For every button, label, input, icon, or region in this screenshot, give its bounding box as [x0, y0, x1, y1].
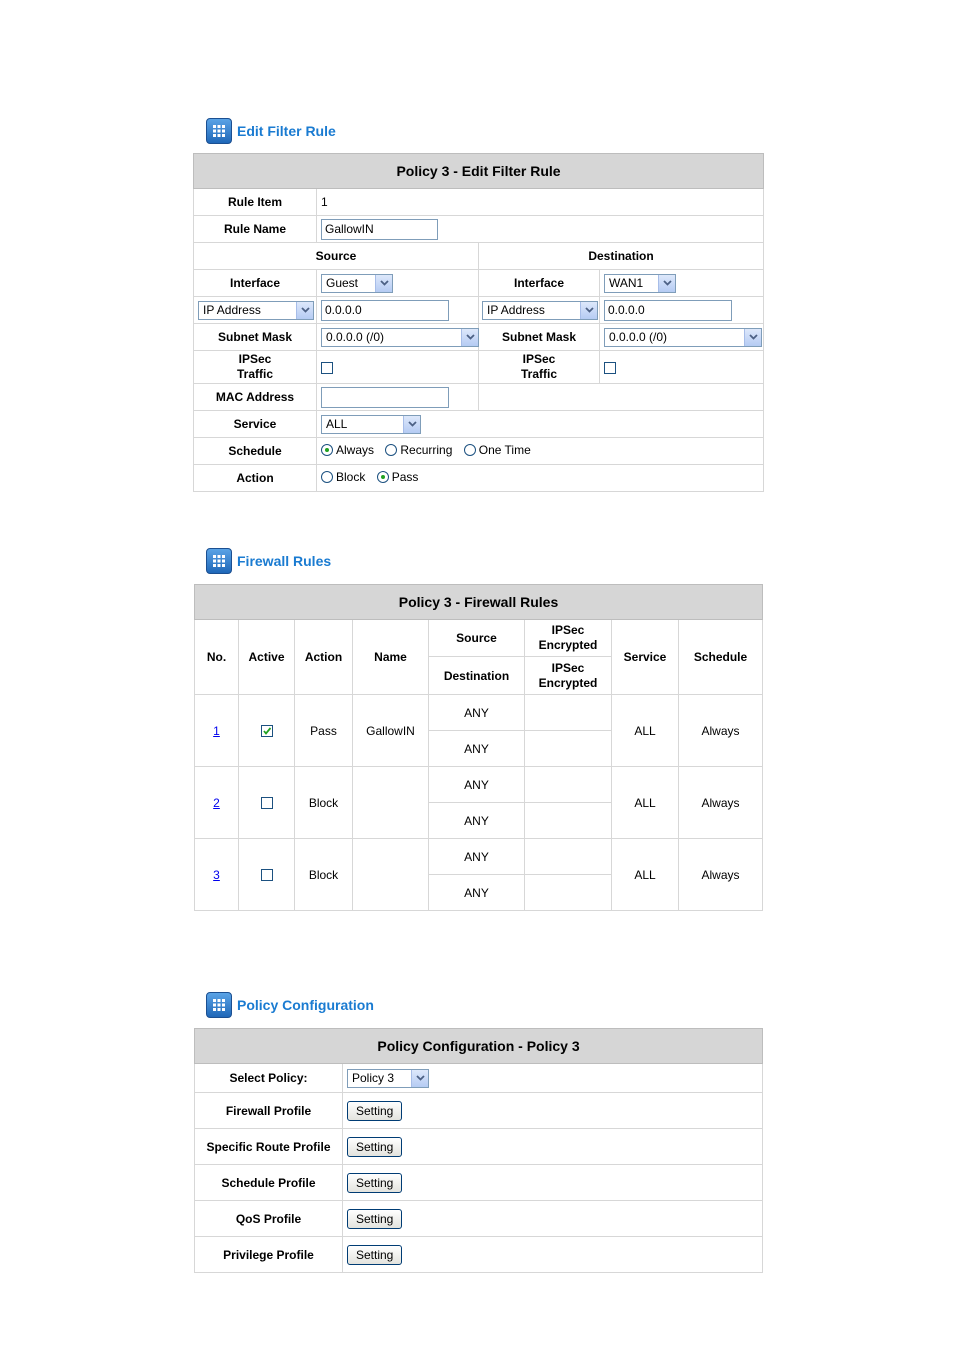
source-interface-select[interactable]: Guest	[321, 274, 393, 293]
chevron-down-icon	[658, 275, 675, 292]
chevron-down-icon	[296, 302, 313, 319]
chevron-down-icon	[461, 329, 478, 346]
section-title: Edit Filter Rule	[237, 123, 336, 139]
radio-unselected[interactable]	[321, 471, 333, 483]
rule-service: ALL	[612, 767, 679, 839]
policy-configuration-heading	[206, 992, 374, 1018]
source-subnet-label: Subnet Mask	[194, 324, 317, 351]
mac-address-input[interactable]	[321, 387, 449, 408]
rule-source: ANY	[429, 839, 525, 875]
rule-active-cell	[239, 695, 295, 767]
privilege-profile-setting-button[interactable]: Setting	[347, 1245, 402, 1265]
rule-schedule: Always	[679, 767, 763, 839]
dest-subnet-label: Subnet Mask	[479, 324, 600, 351]
rule-action: Block	[295, 839, 353, 911]
rule-active-cell	[239, 767, 295, 839]
col-name: Name	[353, 620, 429, 695]
rule-source: ANY	[429, 767, 525, 803]
col-action: Action	[295, 620, 353, 695]
policy-configuration-table	[194, 1028, 763, 1273]
dest-ip-input[interactable]: 0.0.0.0	[604, 300, 732, 321]
col-ipsec-destination: IPSec Encrypted	[525, 657, 612, 695]
select-policy-label: Select Policy:	[195, 1064, 343, 1093]
firewall-profile-setting-button[interactable]: Setting	[347, 1101, 402, 1121]
schedule-onetime-option[interactable]: One Time	[464, 443, 531, 457]
source-ipsec-label: IPSec Traffic	[194, 351, 317, 384]
rule-item-label: Rule Item	[194, 189, 317, 216]
service-select[interactable]: ALL	[321, 415, 421, 434]
source-ip-input[interactable]: 0.0.0.0	[321, 300, 449, 321]
radio-unselected[interactable]	[385, 444, 397, 456]
source-ipsec-checkbox[interactable]	[321, 362, 333, 374]
action-block-option[interactable]: Block	[321, 470, 365, 484]
chevron-down-icon	[411, 1070, 428, 1087]
rule-item-value: 1	[317, 189, 764, 216]
rule-source: ANY	[429, 695, 525, 731]
schedule-recurring-option[interactable]: Recurring	[385, 443, 452, 457]
firewall-rules-heading	[206, 548, 331, 574]
source-heading: Source	[194, 243, 479, 270]
grid-icon	[206, 992, 232, 1018]
col-destination: Destination	[429, 657, 525, 695]
rule-name	[353, 839, 429, 911]
section-title: Firewall Rules	[237, 553, 332, 569]
rule-name-input[interactable]: GallowIN	[321, 219, 438, 240]
grid-icon	[206, 548, 232, 574]
table-header: Policy 3 - Firewall Rules	[195, 585, 763, 620]
destination-heading: Destination	[479, 243, 764, 270]
rule-active-cell	[239, 839, 295, 911]
source-interface-label: Interface	[194, 270, 317, 297]
section-title: Policy Configuration	[237, 997, 374, 1013]
schedule-profile-label: Schedule Profile	[195, 1165, 343, 1201]
col-no: No.	[195, 620, 239, 695]
rule-action: Pass	[295, 695, 353, 767]
chevron-down-icon	[580, 302, 597, 319]
rule-2-active-checkbox[interactable]	[261, 797, 273, 809]
mac-address-label: MAC Address	[194, 384, 317, 411]
specific-route-profile-label: Specific Route Profile	[195, 1129, 343, 1165]
firewall-profile-label: Firewall Profile	[195, 1093, 343, 1129]
rule-destination: ANY	[429, 731, 525, 767]
specific-route-profile-setting-button[interactable]: Setting	[347, 1137, 402, 1157]
rule-no-cell	[195, 695, 239, 767]
grid-icon	[206, 118, 232, 144]
table-row	[195, 839, 763, 875]
radio-selected[interactable]	[377, 471, 389, 483]
dest-subnet-select[interactable]: 0.0.0.0 (/0)	[604, 328, 762, 347]
rule-no-cell	[195, 767, 239, 839]
rule-service: ALL	[612, 695, 679, 767]
edit-filter-rule-heading	[206, 118, 336, 144]
source-subnet-select[interactable]: 0.0.0.0 (/0)	[321, 328, 479, 347]
action-pass-option[interactable]: Pass	[377, 470, 419, 484]
rule-destination: ANY	[429, 803, 525, 839]
chevron-down-icon	[375, 275, 392, 292]
rule-name-label: Rule Name	[194, 216, 317, 243]
service-label: Service	[194, 411, 317, 438]
rule-schedule: Always	[679, 695, 763, 767]
dest-address-type-select[interactable]: IP Address	[482, 301, 598, 320]
rule-action: Block	[295, 767, 353, 839]
col-schedule: Schedule	[679, 620, 763, 695]
table-header: Policy Configuration - Policy 3	[195, 1029, 763, 1064]
schedule-profile-setting-button[interactable]: Setting	[347, 1173, 402, 1193]
qos-profile-setting-button[interactable]: Setting	[347, 1209, 402, 1229]
rule-2-link[interactable]: 2	[213, 795, 220, 810]
firewall-rules-table	[194, 584, 763, 911]
privilege-profile-label: Privilege Profile	[195, 1237, 343, 1273]
rule-service: ALL	[612, 839, 679, 911]
chevron-down-icon	[403, 416, 420, 433]
rule-1-link[interactable]: 1	[213, 723, 220, 738]
radio-selected[interactable]	[321, 444, 333, 456]
rule-no-cell	[195, 839, 239, 911]
chevron-down-icon	[744, 329, 761, 346]
col-ipsec-source: IPSec Encrypted	[525, 620, 612, 657]
rule-1-active-checkbox[interactable]	[261, 725, 273, 737]
qos-profile-label: QoS Profile	[195, 1201, 343, 1237]
radio-unselected[interactable]	[464, 444, 476, 456]
col-service: Service	[612, 620, 679, 695]
table-header: Policy 3 - Edit Filter Rule	[194, 154, 764, 189]
rule-name: GallowIN	[353, 695, 429, 767]
rule-name	[353, 767, 429, 839]
dest-interface-select[interactable]: WAN1	[604, 274, 676, 293]
edit-filter-rule-table	[193, 153, 764, 492]
col-active: Active	[239, 620, 295, 695]
action-label: Action	[194, 465, 317, 492]
policy-select[interactable]: Policy 3	[347, 1069, 429, 1088]
rule-schedule: Always	[679, 839, 763, 911]
source-address-type-select[interactable]: IP Address	[198, 301, 314, 320]
col-source: Source	[429, 620, 525, 657]
dest-ipsec-label: IPSec Traffic	[479, 351, 600, 384]
schedule-label: Schedule	[194, 438, 317, 465]
dest-interface-label: Interface	[479, 270, 600, 297]
dest-ipsec-checkbox[interactable]	[604, 362, 616, 374]
rule-destination: ANY	[429, 875, 525, 911]
schedule-always-option[interactable]: Always	[321, 443, 374, 457]
table-row	[195, 695, 763, 731]
rule-3-link[interactable]: 3	[213, 867, 220, 882]
rule-3-active-checkbox[interactable]	[261, 869, 273, 881]
table-row	[195, 767, 763, 803]
